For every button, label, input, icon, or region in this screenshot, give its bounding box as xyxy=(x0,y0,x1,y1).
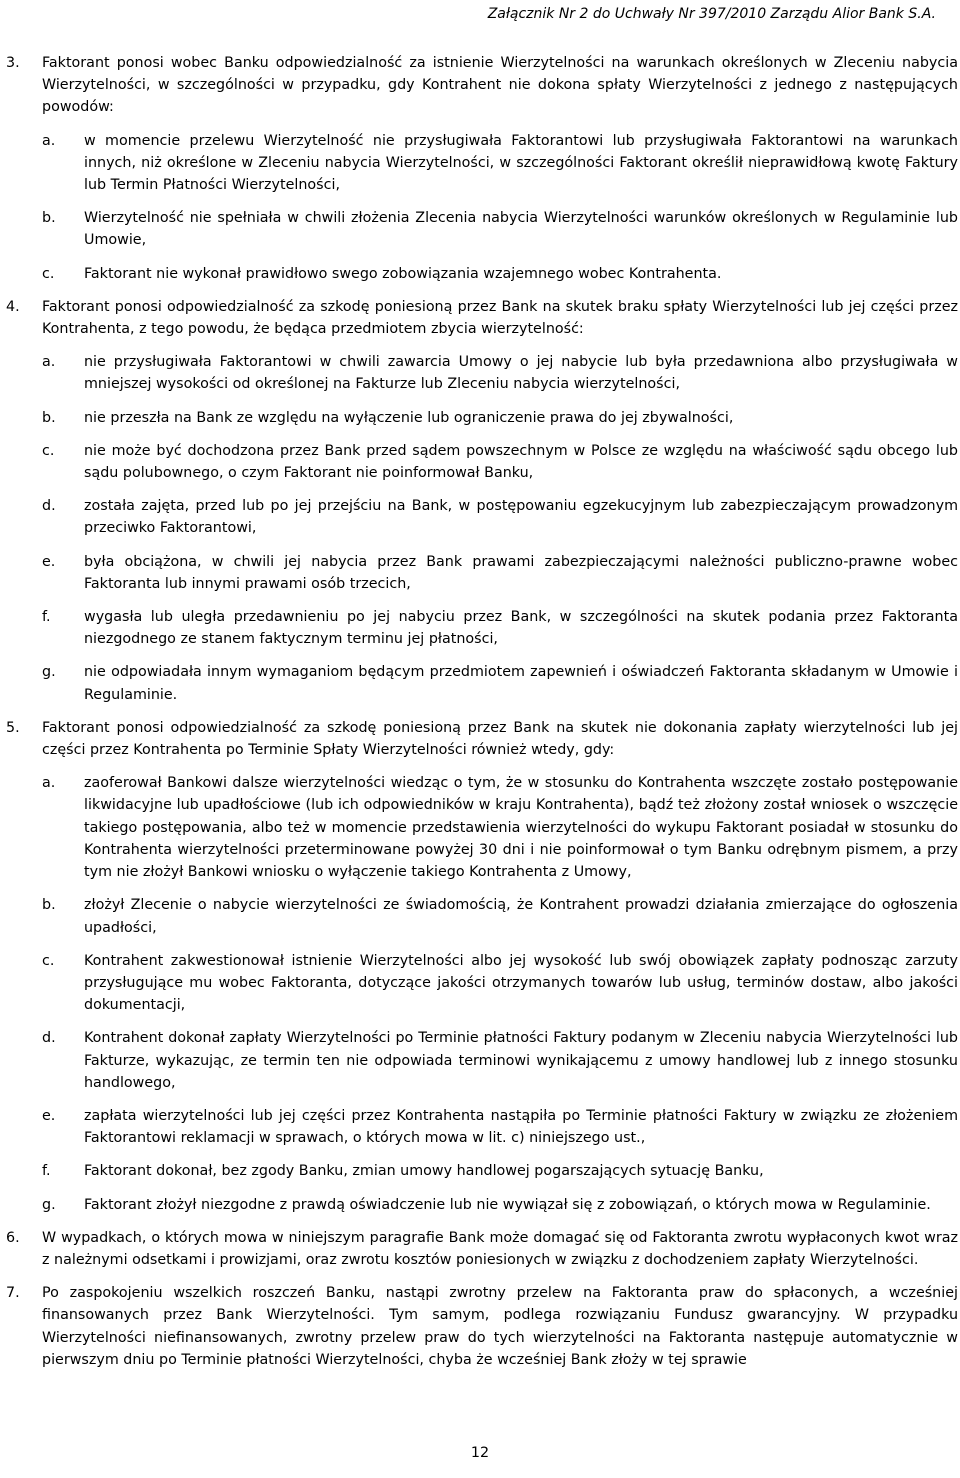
item-text: była obciążona, w chwili jej nabycia przez Bank prawami zabezpieczającymi należności publiczno-prawne wobec Faktoranta lub innymi prawami osób trzecich, xyxy=(84,553,958,592)
item-label: d. xyxy=(42,1030,56,1047)
item-label: c. xyxy=(42,952,55,969)
section-number: 7. xyxy=(6,1285,20,1302)
item-text: Faktorant złożył niezgodne z prawdą oświadczenie lub nie wywiązał się z zobowiązań, o których mowa w Regulaminie. xyxy=(84,1196,931,1213)
section-number: 3. xyxy=(6,55,20,71)
list-item xyxy=(42,1194,958,1216)
section-number: 4. xyxy=(6,298,20,315)
section-text: Faktorant ponosi odpowiedzialność za szkodę poniesioną przez Bank na skutek braku spłaty Wierzytelności lub jej części przez Kontrahenta, z tego powodu, że będąca przedmiotem zbycia wierzytelność: xyxy=(42,298,958,338)
item-label: e. xyxy=(42,553,56,570)
item-label: b. xyxy=(42,897,56,914)
section-6 xyxy=(0,1227,960,1271)
item-label: c. xyxy=(42,442,55,459)
section-text: W wypadkach, o których mowa w niniejszym paragrafie Bank może domagać się od Faktoranta zwrotu wypłaconych kwot wraz z należnymi odsetkami i prowizjami, oraz zwrotu kosztów poniesionych w związku z dochodzeniem zapłaty Wierzytelności. xyxy=(42,1229,958,1268)
item-text: została zajęta, przed lub po jej przejściu na Bank, w postępowaniu egzekucyjnym lub zabezpieczającym prowadzonym przeciwko Faktorantowi, xyxy=(84,498,958,537)
item-text: zapłata wierzytelności lub jej części przez Kontrahenta nastąpiła po Terminie płatności Faktury w związku ze złożeniem Faktorantowi reklamacji w sprawach, o których mowa w lit. c) niniejszego ust., xyxy=(84,1107,958,1147)
item-label: a. xyxy=(42,354,56,371)
item-label: f. xyxy=(42,609,51,626)
item-label: g. xyxy=(42,664,56,681)
item-label: a. xyxy=(42,132,56,149)
list-item xyxy=(42,1105,958,1149)
section-number: 6. xyxy=(6,1229,20,1246)
list-item xyxy=(42,1027,958,1094)
document-body xyxy=(0,52,960,1382)
item-label: f. xyxy=(42,1163,51,1180)
section-3 xyxy=(0,52,960,285)
section-number: 5. xyxy=(6,719,20,736)
item-text: wygasła lub uległa przedawnieniu po jej nabyciu przez Bank, w szczególności na skutek podania przez Faktoranta niezgodnego ze stanem faktycznym terminu jej płatności, xyxy=(84,609,958,648)
list-item xyxy=(42,207,958,251)
item-text: nie przeszła na Bank ze względu na wyłączenie lub ograniczenie prawa do jej zbywalności, xyxy=(84,409,734,426)
list-item xyxy=(42,1160,958,1182)
item-text: w momencie przelewu Wierzytelność nie przysługiwała Faktorantowi lub przysługiwała Faktorantowi na warunkach innych, niż określone w Zleceniu nabycia Wierzytelności, w szczególności Faktorant określił nieprawidłową kwotę Faktury lub Termin Płatności Wierzytelności, xyxy=(84,132,958,194)
item-label: b. xyxy=(42,409,56,426)
item-text: złożył Zlecenie o nabycie wierzytelności ze świadomością, że Kontrahent prowadzi działania zmierzające do ogłoszenia upadłości, xyxy=(84,897,958,936)
list-item xyxy=(42,351,958,395)
section-5 xyxy=(0,717,960,1216)
list-item xyxy=(42,495,958,539)
list-item xyxy=(42,661,958,705)
section-4 xyxy=(0,296,960,706)
section-7 xyxy=(0,1282,960,1371)
section-text: Po zaspokojeniu wszelkich roszczeń Banku, nastąpi zwrotny przelew na Faktoranta praw do spłaconych, a wcześniej finansowanych przez Bank Wierzytelności. Tym samym, podlega rozwiązaniu Fundusz gwarancyjny. W przypadku Wierzytelności niefinansowanych, zwrotny przelew praw do tych wierzytelności na Faktoranta następuje automatycznie w pierwszym dniu po Terminie płatności Wierzytelności, chyba że wcześniej Bank złoży w tej sprawie xyxy=(42,1285,958,1368)
list-item xyxy=(42,551,958,595)
item-label: e. xyxy=(42,1107,56,1124)
document-header: Załącznik Nr 2 do Uchwały Nr 397/2010 Zarządu Alior Bank S.A. xyxy=(487,6,936,22)
list-item xyxy=(42,950,958,1017)
item-text: nie odpowiadała innym wymaganiom będącym przedmiotem zapewnień i oświadczeń Faktoranta składanym w Umowie i Regulaminie. xyxy=(84,664,958,703)
list-item xyxy=(42,130,958,197)
item-label: a. xyxy=(42,775,56,792)
item-text: nie przysługiwała Faktorantowi w chwili zawarcia Umowy o jej nabycie lub była przedawniona albo przysługiwała w mniejszej wysokości od określonej na Fakturze lub Zleceniu nabycia wierzytelności, xyxy=(84,354,958,393)
item-text: Kontrahent zakwestionował istnienie Wierzytelności albo jej wysokość lub swój obowiązek zapłaty podnosząc zarzuty przysługujące mu wobec Faktoranta, dotyczące jakości otrzymanych towarów lub usług, terminów dostaw, albo jakości dokumentacji, xyxy=(84,952,958,1014)
section-text: Faktorant ponosi odpowiedzialność za szkodę poniesioną przez Bank na skutek nie dokonania zapłaty wierzytelności lub jej części przez Kontrahenta po Terminie Spłaty Wierzytelności również wtedy, gdy: xyxy=(42,719,958,759)
list-item xyxy=(42,440,958,484)
list-item xyxy=(42,407,958,429)
list-item xyxy=(42,894,958,938)
page-number: 12 xyxy=(470,1445,490,1461)
list-item xyxy=(42,263,958,285)
list-item xyxy=(42,772,958,883)
item-label: b. xyxy=(42,210,56,227)
item-text: nie może być dochodzona przez Bank przed sądem powszechnym w Polsce ze względu na właściwość sądu obcego lub sądu polubownego, o czym Faktorant nie poinformował Banku, xyxy=(84,442,958,482)
item-label: g. xyxy=(42,1196,56,1213)
item-text: Wierzytelność nie spełniała w chwili złożenia Zlecenia nabycia Wierzytelności warunków określonych w Regulaminie lub Umowie, xyxy=(84,210,958,249)
item-label: d. xyxy=(42,498,56,515)
item-text: Faktorant nie wykonał prawidłowo swego zobowiązania wzajemnego wobec Kontrahenta. xyxy=(84,265,722,282)
item-label: c. xyxy=(42,265,55,282)
section-text: Faktorant ponosi wobec Banku odpowiedzialność za istnienie Wierzytelności na warunkach określonych w Zleceniu nabycia Wierzytelności, w szczególności w przypadku, gdy Kontrahent nie dokona spłaty Wierzytelności z jednego z następujących powodów: xyxy=(42,55,958,116)
item-text: Kontrahent dokonał zapłaty Wierzytelności po Terminie płatności Faktury podanym w Zleceniu nabycia Wierzytelności lub Fakturze, wykazując, ze termin ten nie odpowiada terminowi wynikającemu z umowy handlowej lub z innego stosunku handlowego, xyxy=(84,1030,958,1091)
item-text: Faktorant dokonał, bez zgody Banku, zmian umowy handlowej pogarszających sytuację Banku, xyxy=(84,1163,764,1180)
list-item xyxy=(42,606,958,650)
item-text: zaoferował Bankowi dalsze wierzytelności wiedząc o tym, że w stosunku do Kontrahenta wszczęte zostało postępowanie likwidacyjne lub upadłościowe (lub ich odpowiedników w kraju Kontrahenta), bądź też złożony został wniosek o wszczęcie takiego postępowania, albo też w momencie przedstawienia wierzytelności do wykupu Faktorant posiadał w stosunku do Kontrahenta wierzytelności przeterminowane powyżej 30 dni i nie poinformował o tym Banku odrębnym pismem, a przy tym nie złożył Bankowi wniosku o wyłączenie takiego Kontrahenta z Umowy, xyxy=(84,775,958,881)
